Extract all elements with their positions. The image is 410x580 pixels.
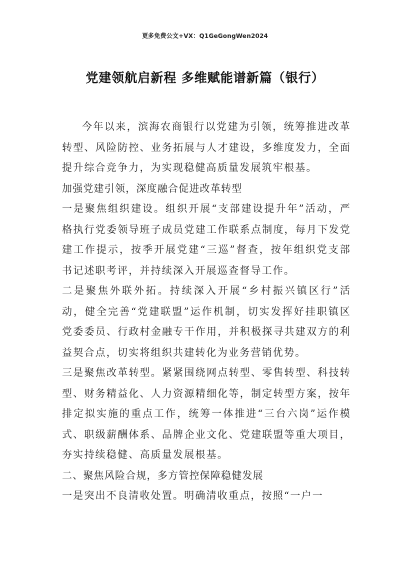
paragraph-organization: 一是聚焦组织建设。组织开展“支部建设提升年”活动，严格执行党委领导班子成员党建工作联系点制度，每月下发党建工作提示，按季开展党建“三巡”督查，按年组织党支部书记述职考评，并持续深入开展巡查督导工作。: [62, 204, 351, 277]
paragraph-outreach: 二是聚焦外联外拓。持续深入开展“乡村振兴镇区行”活动，健全完善“党建联盟”运作机制，切实发挥好挂职镇区党委委员、行政村金融专干作用，并积极探寻共建双方的利益契合点，切实将组织共建转化为业务营销优势。: [62, 286, 351, 359]
document-title: 党建领航启新程 多维赋能谱新篇（银行）: [85, 70, 325, 85]
paragraph-npl-collection: 一是突出不良清收处置。明确清收重点，按照“一户一: [62, 491, 324, 502]
paragraph-reform: 三是聚焦改革转型。紧紧围绕网点转型、零售转型、科技转型、财务精益化、人力资源精细化等，制定转型方案，按年排定拟实施的重点工作，统筹一体推进“三台六岗”运作模式、职级薪酬体系、品牌企业文化、党建联盟等重大项目，夯实持续稳健、高质量发展根基。: [62, 368, 351, 461]
document-body: [62, 118, 351, 508]
header-note: 更多免费公文+VX：Q1GeGongWen2024: [141, 33, 269, 40]
section-heading-party-building: 加强党建引领，深度融合促进改革转型: [62, 183, 243, 195]
intro-paragraph: 今年以来，滨海农商银行以党建为引领，统筹推进改革转型、风险防控、业务拓展与人才建设，多维度发力，全面提升综合竞争力，为实现稳健高质量发展筑牢根基。: [62, 122, 351, 174]
section-heading-risk-compliance: 二、聚焦风险合规，多方管控保障稳健发展: [62, 470, 264, 482]
